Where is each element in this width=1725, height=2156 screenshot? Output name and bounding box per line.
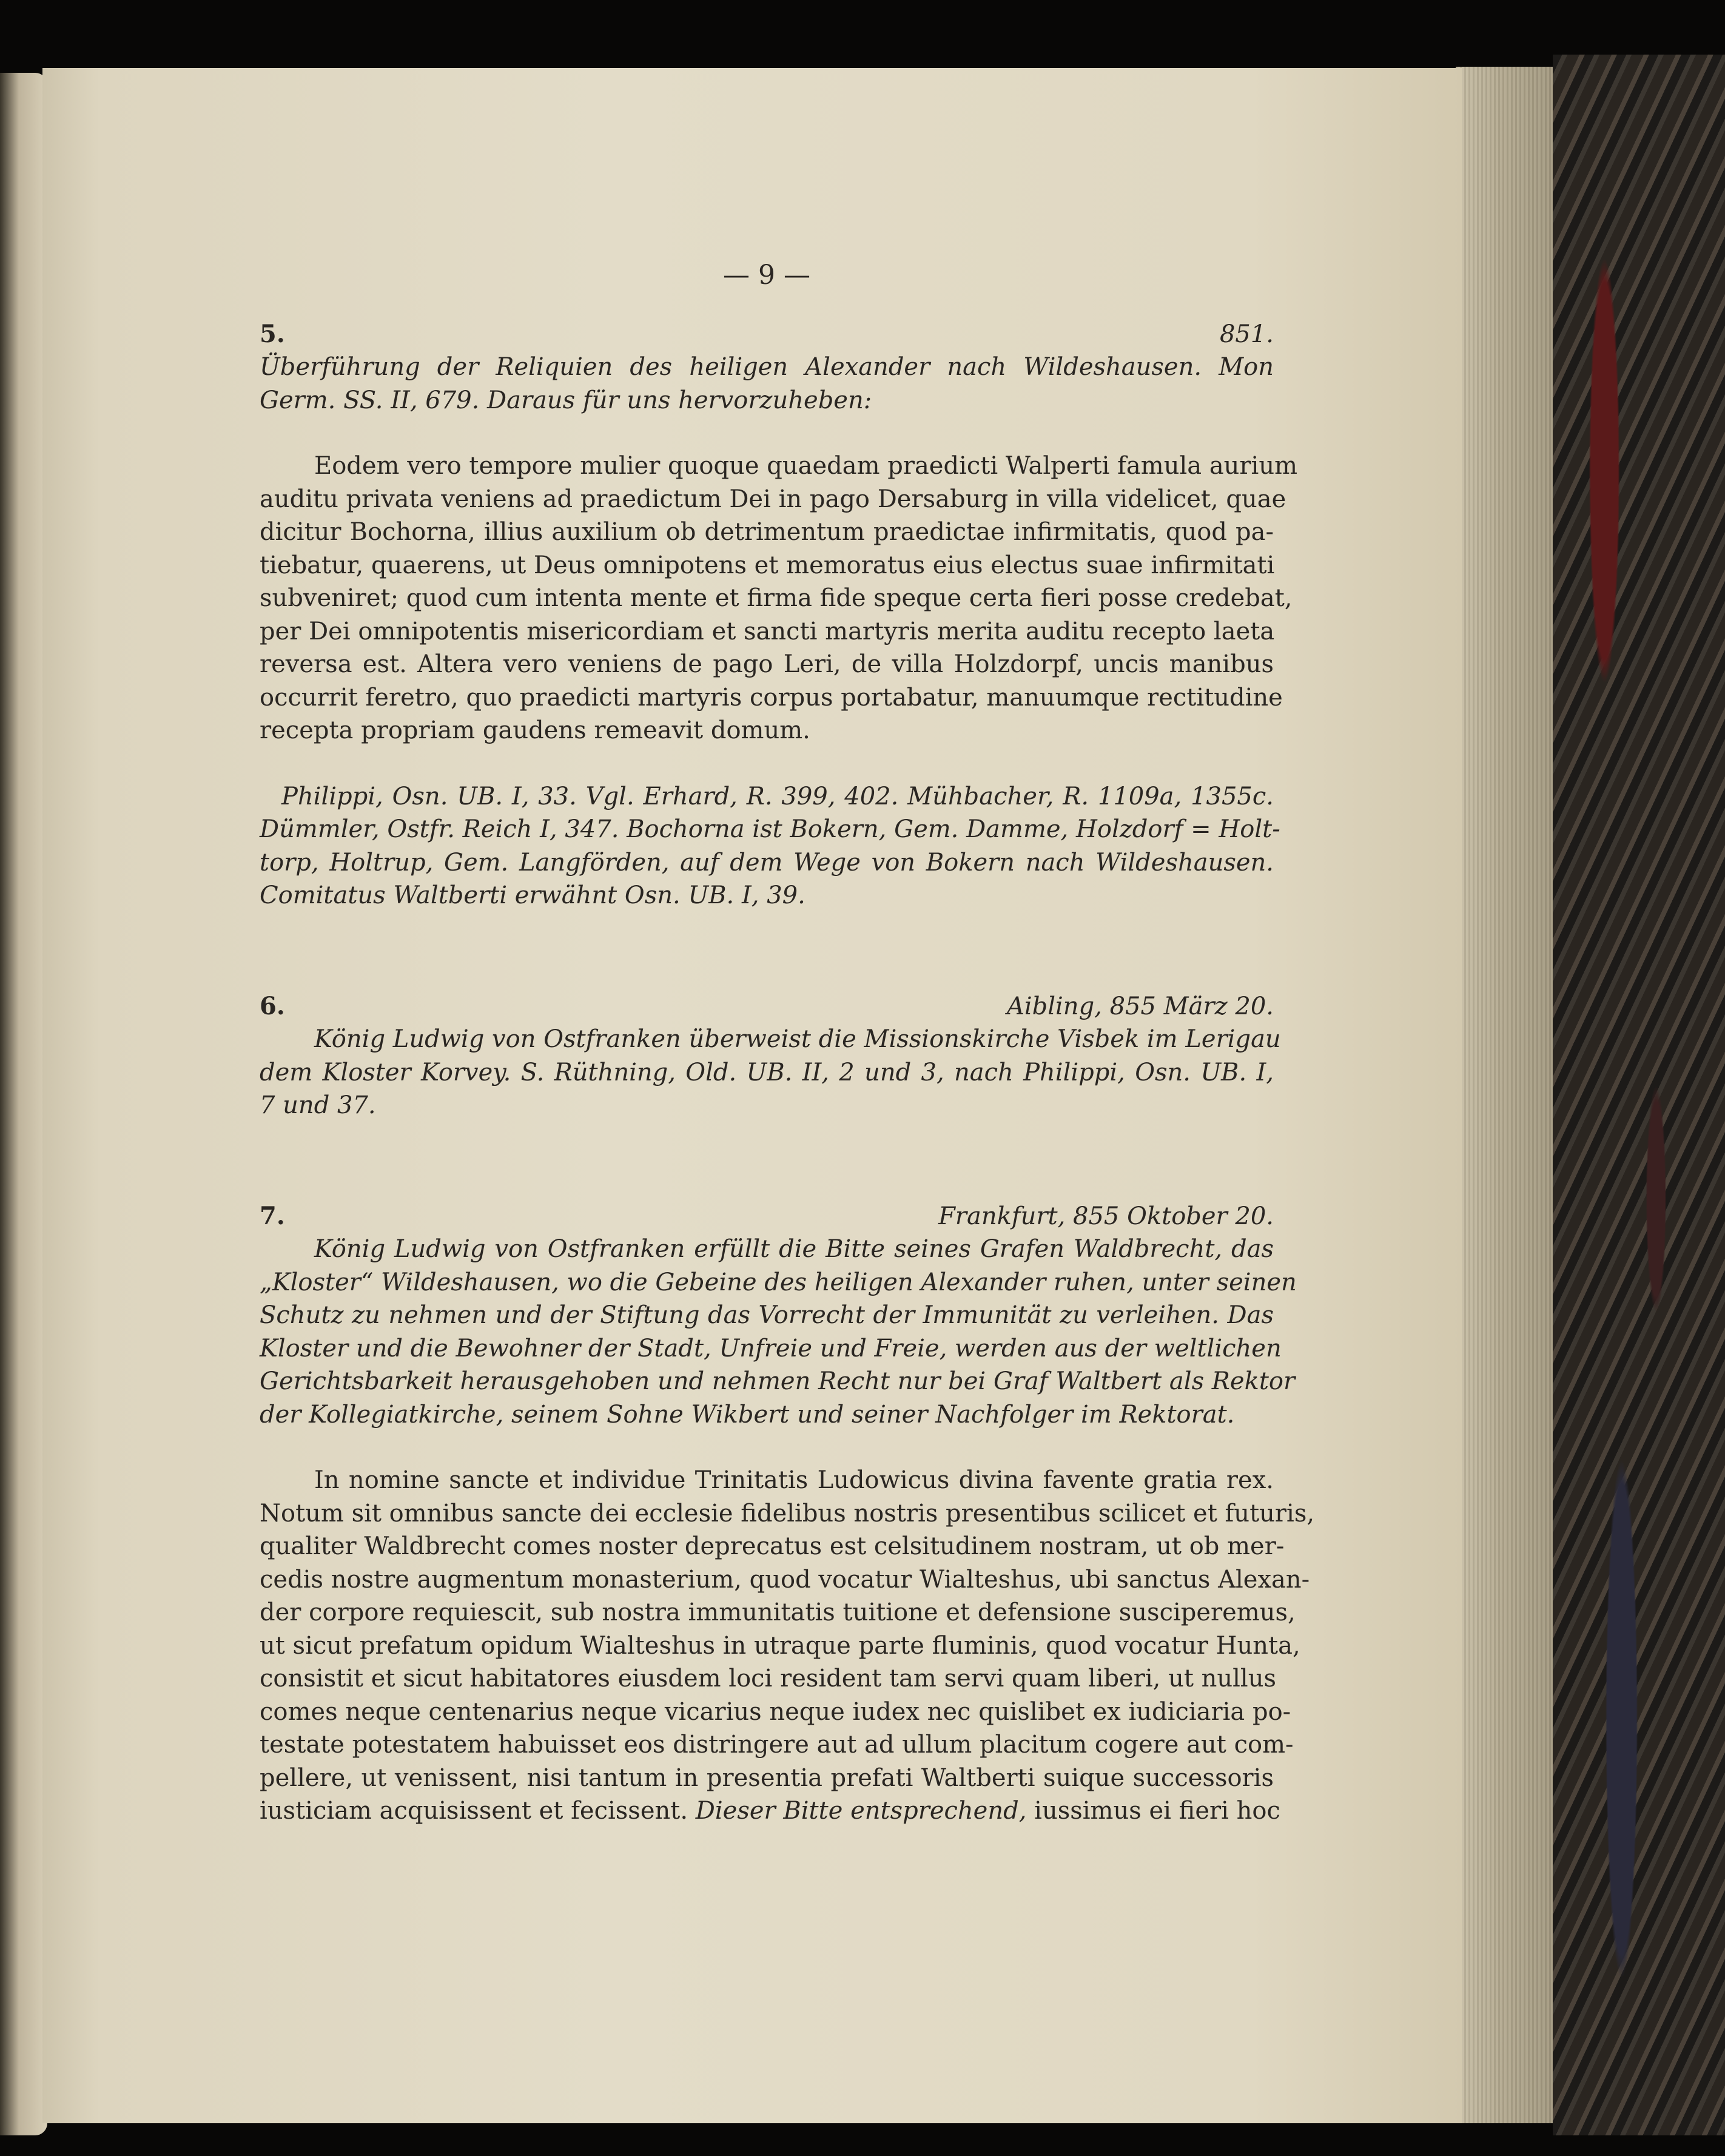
entry-5-text-line: per Dei omnipotentis misericordiam et sancti martyris merita auditu recepto laeta bbox=[260, 617, 1275, 645]
entry-7-number: 7. bbox=[260, 1201, 285, 1230]
entry-5-summary-line: Überführung der Reliquien des heiligen Alexander nach Wildeshausen. Mon bbox=[260, 353, 1274, 381]
entry-7-text-line: testate potestatem habuisset eos distringere aut ad ullum placitum cogere aut com- bbox=[260, 1731, 1294, 1759]
entry-5-text-line: recepta propriam gaudens remeavit domum. bbox=[260, 716, 810, 744]
entry-7-summary-line: „Kloster“ Wildeshausen, wo die Gebeine des heiligen Alexander ruhen, unter seinen bbox=[260, 1268, 1297, 1296]
entry-7-date: Frankfurt, 855 Oktober 20. bbox=[938, 1202, 1274, 1230]
entry-5-citation-line: Philippi, Osn. UB. I, 33. Vgl. Erhard, R. 399, 402. Mühbacher, R. 1109a, 1355c. bbox=[281, 782, 1274, 810]
book-page bbox=[42, 68, 1462, 2123]
final-line-latin-start: iusticiam acquisissent et fecissent. bbox=[260, 1797, 688, 1825]
entry-7-summary-line: der Kollegiatkirche, seinem Sohne Wikbert und seiner Nachfolger im Rektorat. bbox=[260, 1400, 1235, 1429]
entry-7-summary-line: König Ludwig von Ostfranken erfüllt die Bitte seines Grafen Waldbrecht, das bbox=[314, 1235, 1274, 1263]
entry-5-text-line: dicitur Bochorna, illius auxilium ob detrimentum praedictae infirmitatis, quod pa- bbox=[260, 518, 1274, 546]
final-line-german-note: Dieser Bitte entsprechend, bbox=[695, 1797, 1027, 1825]
entry-7-text-line: comes neque centenarius neque vicarius neque iudex nec quislibet ex iudiciaria po- bbox=[260, 1697, 1291, 1726]
entry-5-text-line: Eodem vero tempore mulier quoque quaedam praedicti Walperti famula aurium bbox=[314, 452, 1298, 480]
page-number: — 9 — bbox=[723, 260, 810, 291]
marbled-cover bbox=[1553, 55, 1725, 2135]
entry-7-text-line: Notum sit omnibus sancte dei ecclesie fidelibus nostris presentibus scilicet et futuris, bbox=[260, 1499, 1315, 1528]
entry-7-summary-line: Gerichtsbarkeit herausgehoben und nehmen Recht nur bei Graf Waltbert als Rektor bbox=[260, 1367, 1296, 1395]
entry-6-number: 6. bbox=[260, 991, 285, 1020]
entry-7-summary-line: Kloster und die Bewohner der Stadt, Unfreie und Freie, werden aus der weltlichen bbox=[260, 1334, 1282, 1363]
entry-5-text-line: reversa est. Altera vero veniens de pago Leri, de villa Holzdorpf, uncis manibus bbox=[260, 650, 1274, 678]
entry-5-text-line: auditu privata veniens ad praedictum Dei in pago Dersaburg in villa videlicet, quae bbox=[260, 485, 1286, 513]
entry-5-citation-line: Comitatus Waltberti erwähnt Osn. UB. I, 39. bbox=[260, 881, 805, 909]
entry-7-summary-line: Schutz zu nehmen und der Stiftung das Vorrecht der Immunität zu verleihen. Das bbox=[260, 1301, 1274, 1329]
entry-7-text-line: qualiter Waldbrecht comes noster deprecatus est celsitudinem nostram, ut ob mer- bbox=[260, 1532, 1285, 1560]
entry-6-summary-line: dem Kloster Korvey. S. Rüthning, Old. UB. II, 2 und 3, nach Philippi, Osn. UB. I, bbox=[260, 1058, 1274, 1086]
entry-6-header bbox=[260, 990, 1274, 1023]
entry-7-text-line: In nomine sancte et individue Trinitatis Ludowicus divina favente gratia rex. bbox=[314, 1466, 1274, 1494]
entry-7-text-line: pellere, ut venissent, nisi tantum in presentia prefati Waltberti suique successoris bbox=[260, 1764, 1274, 1792]
entry-6-date: Aibling, 855 März 20. bbox=[1006, 992, 1274, 1020]
entry-7-text-line: cedis nostre augmentum monasterium, quod vocatur Wialteshus, ubi sanctus Alexan- bbox=[260, 1565, 1310, 1594]
entry-7-text-line: ut sicut prefatum opidum Wialteshus in utraque parte fluminis, quod vocatur Hunta, bbox=[260, 1631, 1300, 1660]
final-line-latin-end: iussimus ei fieri hoc bbox=[1034, 1797, 1280, 1825]
entry-5-text-line: tiebatur, quaerens, ut Deus omnipotens et memoratus eius electus suae infirmitati bbox=[260, 551, 1275, 579]
entry-5-header bbox=[260, 318, 1274, 351]
entry-7-text-line: der corpore requiescit, sub nostra immunitatis tuitione et defensione susciperemus, bbox=[260, 1598, 1296, 1626]
entry-5-number: 5. bbox=[260, 319, 285, 348]
entry-7-text-line: consistit et sicut habitatores eiusdem loci resident tam servi quam liberi, ut nullus bbox=[260, 1665, 1277, 1693]
entry-5-text-line: occurrit feretro, quo praedicti martyris corpus portabatur, manuumque rectitudine bbox=[260, 683, 1283, 712]
entry-5-summary-line: Germ. SS. II, 679. Daraus für uns hervorzuheben: bbox=[260, 386, 872, 414]
entry-7-header bbox=[260, 1200, 1274, 1233]
entry-5-date: 851. bbox=[1219, 320, 1274, 348]
entry-5-text-line: subveniret; quod cum intenta mente et firma fide speque certa fieri posse credebat, bbox=[260, 584, 1293, 612]
entry-5-citation-line: Dümmler, Ostfr. Reich I, 347. Bochorna ist Bokern, Gem. Damme, Holzdorf = Holt- bbox=[260, 815, 1280, 843]
page-content bbox=[260, 259, 1315, 1828]
entry-7-final-line bbox=[260, 1794, 1280, 1828]
entry-5-citation-line: torp, Holtrup, Gem. Langförden, auf dem Wege von Bokern nach Wildeshausen. bbox=[260, 848, 1274, 877]
facing-page-edge bbox=[0, 73, 47, 2135]
entry-6-summary-line: 7 und 37. bbox=[260, 1091, 376, 1119]
entry-6-summary-line: König Ludwig von Ostfranken überweist die Missionskirche Visbek im Lerigau bbox=[314, 1025, 1281, 1053]
